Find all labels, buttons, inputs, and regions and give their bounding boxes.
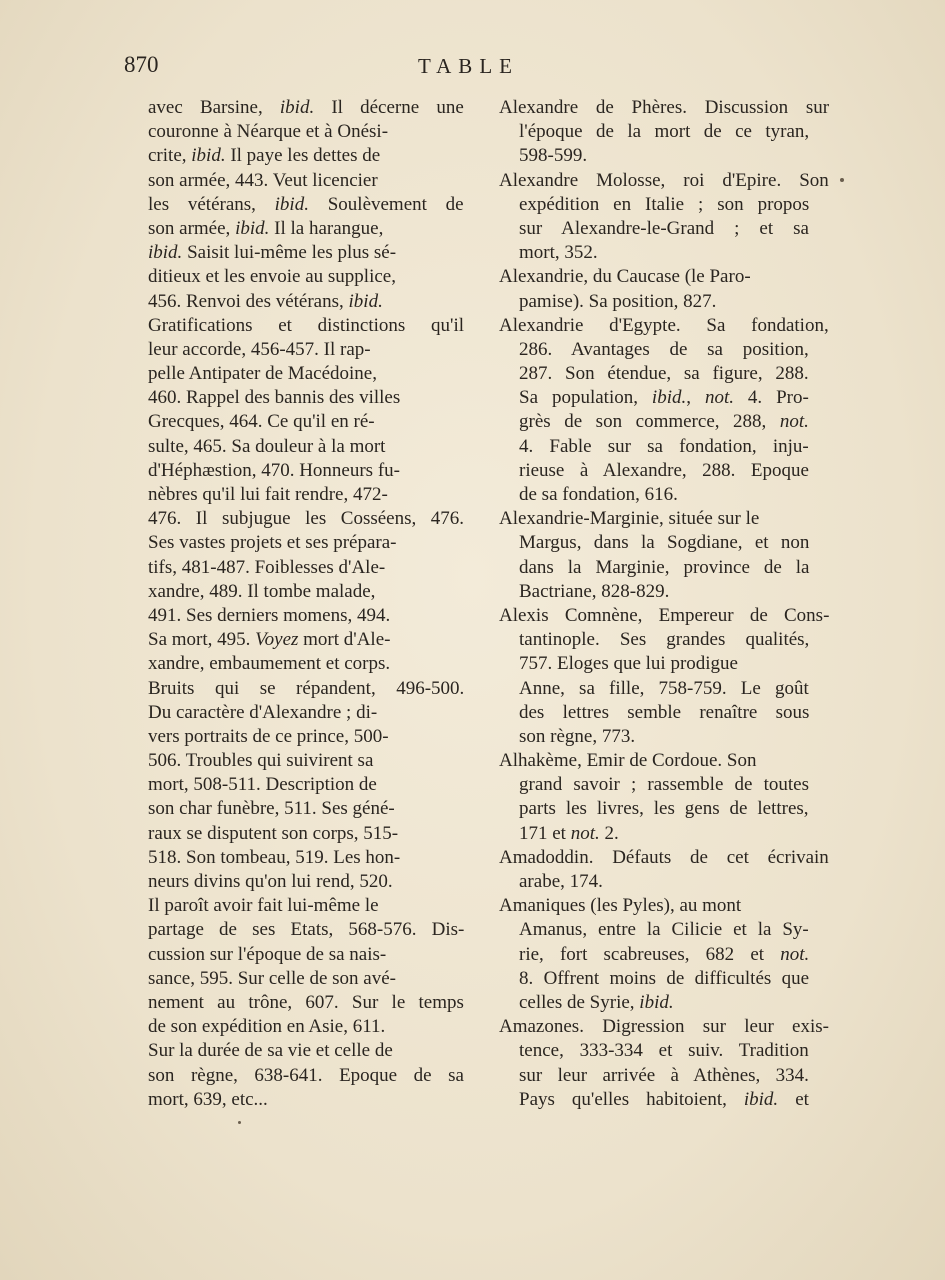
index-line: 757. Eloges que lui prodigue: [519, 653, 738, 675]
index-line: xandre, embaumement et corps.: [148, 653, 391, 675]
index-line: Alexandrie-Marginie, située sur le: [499, 508, 760, 530]
index-line: Bactriane, 828-829.: [519, 580, 670, 602]
index-line: pelle Antipater de Macédoine,: [148, 363, 377, 385]
index-line: crite, ibid. Il paye les dettes de: [148, 145, 381, 167]
index-line: Margus, dans la Sogdiane, et non: [519, 532, 810, 554]
index-line: 8. Offrent moins de difficultés que: [519, 967, 810, 989]
index-line: son armée, 443. Veut licencier: [148, 169, 378, 191]
index-column-right: [499, 96, 829, 1112]
index-line: Sa population, ibid., not. 4. Pro-: [519, 387, 809, 409]
index-line: grand savoir ; rassemble de toutes: [519, 774, 810, 796]
index-line: sur Alexandre-le-Grand ; et sa: [519, 217, 809, 239]
index-line: Ses vastes projets et ses prépara-: [148, 532, 397, 554]
index-line: Amaniques (les Pyles), au mont: [499, 895, 742, 917]
index-line: 491. Ses derniers momens, 494.: [148, 604, 391, 626]
index-line: Alexandre de Phères. Discussion sur: [499, 97, 830, 118]
index-line: leur accorde, 456-457. Il rap-: [148, 338, 371, 360]
index-line: tifs, 481-487. Foiblesses d'Ale-: [148, 556, 386, 578]
index-line: xandre, 489. Il tombe malade,: [148, 580, 376, 602]
index-line: l'époque de la mort de ce tyran,: [519, 121, 810, 143]
index-line: 506. Troubles qui suivirent sa: [148, 750, 374, 772]
index-line: Sur la durée de sa vie et celle de: [148, 1040, 393, 1062]
ink-spot: [840, 178, 844, 182]
index-line: raux se disputent son corps, 515-: [148, 822, 399, 844]
index-line: 518. Son tombeau, 519. Les hon-: [148, 846, 401, 868]
index-line: nèbres qu'il lui fait rendre, 472-: [148, 484, 388, 505]
index-line: 598-599.: [519, 145, 588, 167]
index-line: son char funèbre, 511. Ses géné-: [148, 798, 395, 820]
index-line: sulte, 465. Sa douleur à la mort: [148, 435, 386, 457]
index-line: 4. Fable sur sa fondation, inju-: [519, 435, 809, 457]
index-line: nement au trône, 607. Sur le temps: [148, 991, 464, 1013]
index-line: Sa mort, 495. Voyez mort d'Ale-: [148, 629, 391, 651]
index-line: partage de ses Etats, 568-576. Dis-: [148, 919, 465, 941]
index-line: des lettres semble renaître sous: [519, 701, 810, 723]
index-line: ibid. Saisit lui-même les plus sé-: [148, 242, 397, 264]
index-line: Gratifications et distinctions qu'il: [148, 314, 465, 336]
index-line: mort, 352.: [519, 242, 598, 264]
index-line: son règne, 773.: [519, 725, 636, 747]
index-line: 171 et not. 2.: [519, 822, 619, 844]
index-line: Alhakème, Emir de Cordoue. Son: [499, 750, 757, 772]
index-line: dans la Marginie, province de la: [519, 556, 810, 578]
index-line: ditieux et les envoie au supplice,: [148, 266, 396, 288]
index-line: expédition en Italie ; son propos: [519, 193, 810, 215]
index-line: tantinople. Ses grandes qualités,: [519, 629, 810, 651]
index-line: pamise). Sa position, 827.: [519, 290, 717, 312]
index-line: de sa fondation, 616.: [519, 484, 678, 505]
running-head: TABLE: [418, 54, 519, 78]
index-line: 460. Rappel des bannis des villes: [148, 387, 401, 409]
index-line: son règne, 638-641. Epoque de sa: [148, 1064, 464, 1086]
index-line: arabe, 174.: [519, 871, 603, 892]
index-line: rieuse à Alexandre, 288. Epoque: [519, 459, 809, 481]
index-line: Pays qu'elles habitoient, ibid. et: [519, 1088, 809, 1110]
index-line: Amadoddin. Défauts de cet écrivain: [499, 846, 829, 868]
index-line: Amazones. Digression sur leur exis-: [499, 1016, 829, 1038]
index-line: 287. Son étendue, sa figure, 288.: [519, 363, 809, 385]
index-line: Alexandrie d'Egypte. Sa fondation,: [499, 314, 829, 336]
index-line: neurs divins qu'on lui rend, 520.: [148, 871, 393, 892]
index-line: mort, 639, etc...: [148, 1088, 268, 1110]
index-column-left: [148, 96, 464, 1112]
index-line: Bruits qui se répandent, 496-500.: [148, 677, 465, 699]
index-line: sur leur arrivée à Athènes, 334.: [519, 1064, 809, 1086]
index-line: Du caractère d'Alexandre ; di-: [148, 701, 378, 723]
index-line: sance, 595. Sur celle de son avé-: [148, 967, 396, 989]
index-line: Anne, sa fille, 758-759. Le goût: [519, 677, 809, 699]
index-line: vers portraits de ce prince, 500-: [148, 725, 389, 747]
index-line: les vétérans, ibid. Soulèvement de: [148, 193, 464, 215]
index-line: rie, fort scabreuses, 682 et not.: [519, 943, 810, 965]
ink-spot: [238, 1121, 241, 1124]
index-line: Alexandrie, du Caucase (le Paro-: [499, 266, 751, 288]
index-line: 476. Il subjugue les Cosséens, 476.: [148, 508, 465, 530]
index-line: son armée, ibid. Il la harangue,: [148, 217, 384, 239]
index-line: Grecques, 464. Ce qu'il en ré-: [148, 411, 375, 433]
index-line: Alexandre Molosse, roi d'Epire. Son: [499, 169, 829, 191]
index-line: parts les livres, les gens de lettres,: [519, 798, 809, 820]
index-line: tence, 333-334 et suiv. Tradition: [519, 1040, 809, 1062]
index-line: Amanus, entre la Cilicie et la Sy-: [519, 919, 809, 941]
index-line: couronne à Néarque et à Onési-: [148, 121, 389, 143]
index-line: Alexis Comnène, Empereur de Cons-: [499, 604, 830, 626]
page-number: 870: [124, 52, 159, 77]
index-line: 456. Renvoi des vétérans, ibid.: [148, 290, 383, 312]
index-line: Il paroît avoir fait lui-même le: [148, 895, 379, 917]
index-line: cussion sur l'époque de sa nais-: [148, 943, 387, 965]
index-line: avec Barsine, ibid. Il décerne une: [148, 97, 464, 118]
index-line: celles de Syrie, ibid.: [519, 991, 674, 1013]
index-line: de son expédition en Asie, 611.: [148, 1016, 386, 1038]
index-line: grès de son commerce, 288, not.: [519, 411, 809, 433]
index-line: d'Héphæstion, 470. Honneurs fu-: [148, 459, 400, 481]
index-line: 286. Avantages de sa position,: [519, 338, 809, 360]
index-line: mort, 508-511. Description de: [148, 774, 377, 796]
